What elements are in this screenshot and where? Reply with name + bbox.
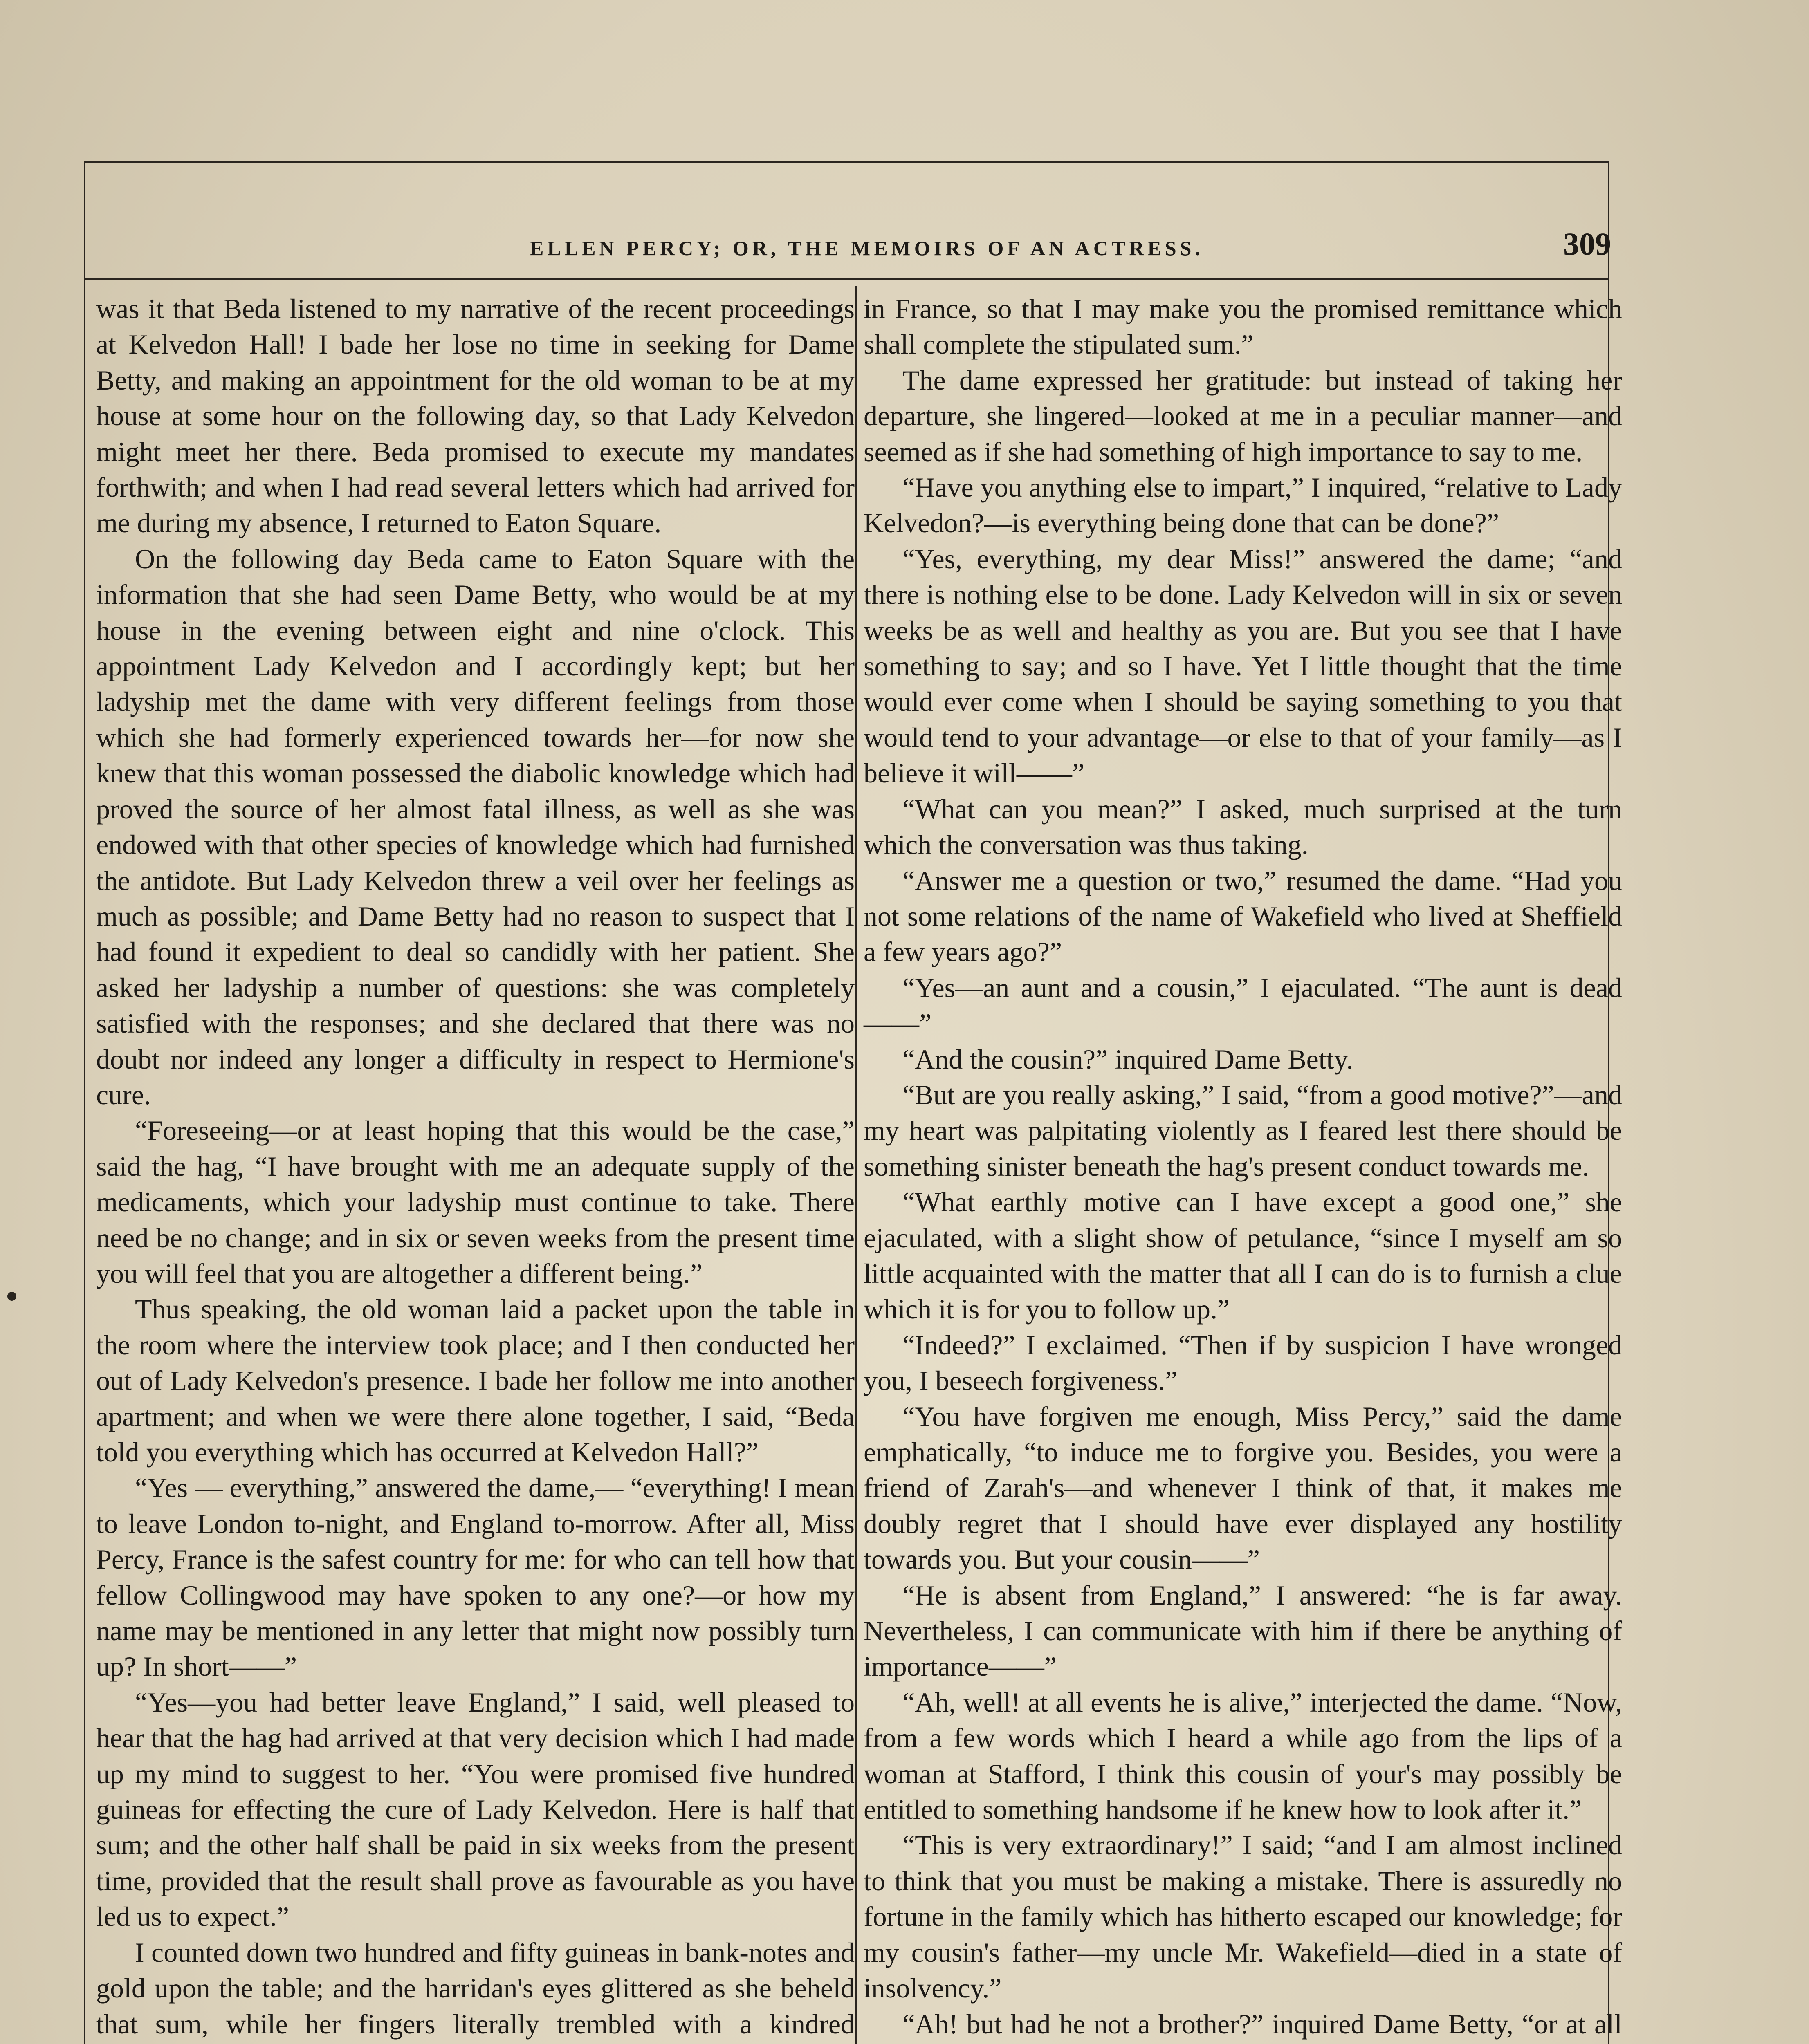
paragraph: “What can you mean?” I asked, much surprised at the turn which the conversation was thus taking.: [864, 793, 1622, 861]
right-text-column: [864, 291, 1622, 2044]
paragraph: On the following day Beda came to Eaton Square with the information that she had seen Dame Betty, who would be at my house in the evening between eight and nine o'clock. This appointment Lady Kelvedon and I accordingly kept; but her ladyship met the dame with very different feelings from those which she had formerly experienced towards her—for now she knew that this woman possessed the diabolic knowledge which had proved the source of her almost fatal illness, as well as she was endowed with that other species of knowledge which had furnished the antidote. But Lady Kelvedon threw a veil over her feelings as much as possible; and Dame Betty had no reason to suspect that I had found it expedient to deal so candidly with her patient. She asked her ladyship a number of questions: she was completely satisfied with the responses; and she declared that there was no doubt nor indeed any longer a difficulty in respect to Hermione's cure.: [96, 543, 855, 1110]
column-divider-rule: [855, 286, 857, 2044]
paragraph: “Indeed?” I exclaimed. “Then if by suspicion I have wronged you, I beseech forgiveness.”: [864, 1329, 1622, 1396]
header-underline-rule: [84, 278, 1609, 280]
paragraph: “Ah, well! at all events he is alive,” interjected the dame. “Now, from a few words which I heard a while ago from the lips of a woman at Stafford, I think this cousin of your's may possibly be entitled to something handsome if he knew how to look after it.”: [864, 1686, 1622, 1825]
paragraph: “Yes—you had better leave England,” I said, well pleased to hear that the hag had arrived at that very decision which I had made up my mind to suggest to her. “You were promised five hundred guineas for effecting the cure of Lady Kelvedon. Here is half that sum; and the other half shall be paid in six weeks from the present time, provided that the result shall prove as favourable as you have led us to expect.”: [96, 1686, 855, 1932]
page-number: 309: [1563, 226, 1611, 262]
paragraph: “But are you really asking,” I said, “from a good motive?”—and my heart was palpitating violently as I feared lest there should be something sinister beneath the hag's present conduct towards me.: [864, 1079, 1622, 1182]
paragraph: “This is very extraordinary!” I said; “and I am almost inclined to think that you must be making a mistake. There is assuredly no fortune in the family which has hitherto escaped our knowledge; for my cousin's father—my uncle Mr. Wakefield—died in a state of insolvency.”: [864, 1829, 1622, 2004]
paragraph: “Answer me a question or two,” resumed the dame. “Had you not some relations of the name of Wakefield who lived at Sheffield a few years ago?”: [864, 865, 1622, 968]
ink-spot: [7, 1292, 16, 1301]
paragraph: “You have forgiven me enough, Miss Percy,” said the dame emphatically, “to induce me to forgive you. Besides, you were a friend of Zarah's—and whenever I think of that, it makes me doubly regret that I should have ever displayed any hostility towards you. But your cousin——”: [864, 1401, 1622, 1575]
paragraph: Thus speaking, the old woman laid a packet upon the table in the room where the interview took place; and I then conducted her out of Lady Kelvedon's presence. I bade her follow me into another apartment; and when we were there alone together, I said, “Beda told you everything which has occurred at Kelvedon Hall?”: [96, 1293, 855, 1468]
paragraph: “And the cousin?” inquired Dame Betty.: [902, 1043, 1353, 1075]
paragraph: “What earthly motive can I have except a good one,” she ejaculated, with a slight show of petulance, “since I myself am so little acquainted with the matter that all I can do is to furnish a clue which it is for you to follow up.”: [864, 1186, 1622, 1325]
paragraph: “Yes, everything, my dear Miss!” answered the dame; “and there is nothing else to be done. Lady Kelvedon will in six or seven weeks be as well and healthy as you are. But you see that I have something to say; and so I have. Yet I little thought that the time would ever come when I should be saying something to you that would tend to your advantage—or else to that of your family—as I believe it will——”: [864, 543, 1622, 789]
paragraph: “Yes—an aunt and a cousin,” I ejaculated. “The aunt is dead——”: [864, 972, 1622, 1039]
left-text-column: [96, 291, 855, 2044]
paragraph: in France, so that I may make you the promised remittance which shall complete the stipulated sum.”: [864, 293, 1622, 360]
paragraph: “Have you anything else to impart,” I inquired, “relative to Lady Kelvedon?—is everything being done that can be done?”: [864, 472, 1622, 539]
left-border-rule: [84, 161, 85, 2044]
paragraph: “Yes — everything,” answered the dame,— “everything! I mean to leave London to-night, and England to-morrow. After all, Miss Percy, France is the safest country for me: for who can tell how that fellow Collingwood may have spoken to any one?—or how my name may be mentioned in any letter that might now possibly turn up? In short——”: [96, 1472, 855, 1682]
paragraph: “Ah! but had he not a brother?” inquired Dame Betty, “or at all: [902, 2008, 1622, 2040]
paragraph: “He is absent from England,” I answered: “he is far away. Nevertheless, I can communicate with him if there be anything of importance——”: [864, 1579, 1622, 1682]
paragraph: was it that Beda listened to my narrative of the recent proceedings at Kelvedon Hall! I bade her lose no time in seeking for Dame Betty, and making an appointment for the old woman to be at my house at some hour on the following day, so that Lady Kelvedon might meet her there. Beda promised to execute my mandates forthwith; and when I had read several letters which had arrived for me during my absence, I returned to Eaton Square.: [96, 293, 855, 539]
running-title: ELLEN PERCY; OR, THE MEMOIRS OF AN ACTRESS.: [530, 237, 1204, 260]
paragraph: The dame expressed her gratitude: but instead of taking her departure, she lingered—looked at me in a peculiar manner—and seemed as if she had something of high importance to say to me.: [864, 364, 1622, 467]
paragraph: I counted down two hundred and fifty guineas in bank-notes and gold upon the table; and the harridan's eyes glittered as she beheld that sum, while her fingers literally trembled with a kindred: [96, 1936, 855, 2040]
top-border-rule: [84, 161, 1609, 163]
paragraph: “Foreseeing—or at least hoping that this would be the case,” said the hag, “I have brought with me an adequate supply of the medicaments, which your ladyship must continue to take. There need be no change; and in six or seven weeks from the present time you will feel that you are altogether a different being.”: [96, 1115, 855, 1289]
